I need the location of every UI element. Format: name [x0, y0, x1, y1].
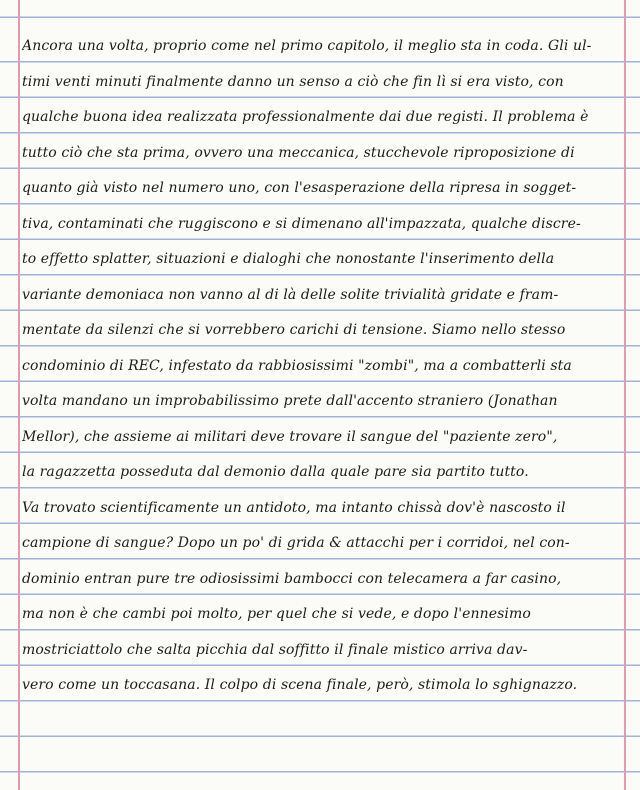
text-line: tutto ciò che sta prima, ovvero una meccanica, stucchevole riproposizione di — [22, 144, 575, 161]
text-line: Mellor), che assieme ai militari deve trovare il sangue del "paziente zero", — [22, 428, 558, 445]
right-margin-line — [624, 0, 626, 790]
text-line: ma non è che cambi poi molto, per quel che si vede, e dopo l'ennesimo — [22, 606, 531, 622]
text-line: qualche buona idea realizzata professionalmente dai due registi. Il problema è — [22, 109, 589, 125]
text-line: Ancora una volta, proprio come nel primo capitolo, il meglio sta in coda. Gli ul- — [22, 38, 592, 54]
text-line: tiva, contaminati che ruggiscono e si dimenano all'impazzata, qualche discre- — [22, 215, 581, 232]
text-line: to effetto splatter, situazioni e dialoghi che nonostante l'inserimento della — [22, 251, 555, 267]
text-line: campione di sangue? Dopo un po' di grida & attacchi per i corridoi, nel con- — [22, 535, 570, 551]
text-line: variante demoniaca non vanno al di là delle solite trivialità gridate e fram- — [22, 286, 559, 303]
handwritten-text — [22, 29, 620, 704]
text-line: mentate da silenzi che si vorrebbero carichi di tensione. Siamo nello stesso — [22, 322, 566, 338]
text-line: timi venti minuti finalmente danno un senso a ciò che fin lì si era visto, con — [22, 73, 564, 90]
text-line: la ragazzetta posseduta dal demonio dalla quale pare sia partito tutto. — [22, 464, 529, 480]
text-line: quanto già visto nel numero uno, con l'esasperazione della ripresa in sogget- — [22, 180, 577, 196]
left-margin-line — [18, 0, 20, 790]
text-line: condominio di REC, infestato da rabbiosissimi "zombi", ma a combatterli sta — [22, 357, 572, 374]
text-line: volta mandano un improbabilissimo prete dall'accento straniero (Jonathan — [22, 393, 558, 409]
text-line: mostriciattolo che salta picchia dal soffitto il finale mistico arriva dav- — [22, 641, 528, 658]
text-line: vero come un toccasana. Il colpo di scena finale, però, stimola lo sghignazzo. — [22, 677, 578, 693]
text-line: dominio entran pure tre odiosissimi bambocci con telecamera a far casino, — [22, 570, 562, 587]
text-line: Va trovato scientificamente un antidoto, ma intanto chissà dov'è nascosto il — [22, 499, 566, 516]
